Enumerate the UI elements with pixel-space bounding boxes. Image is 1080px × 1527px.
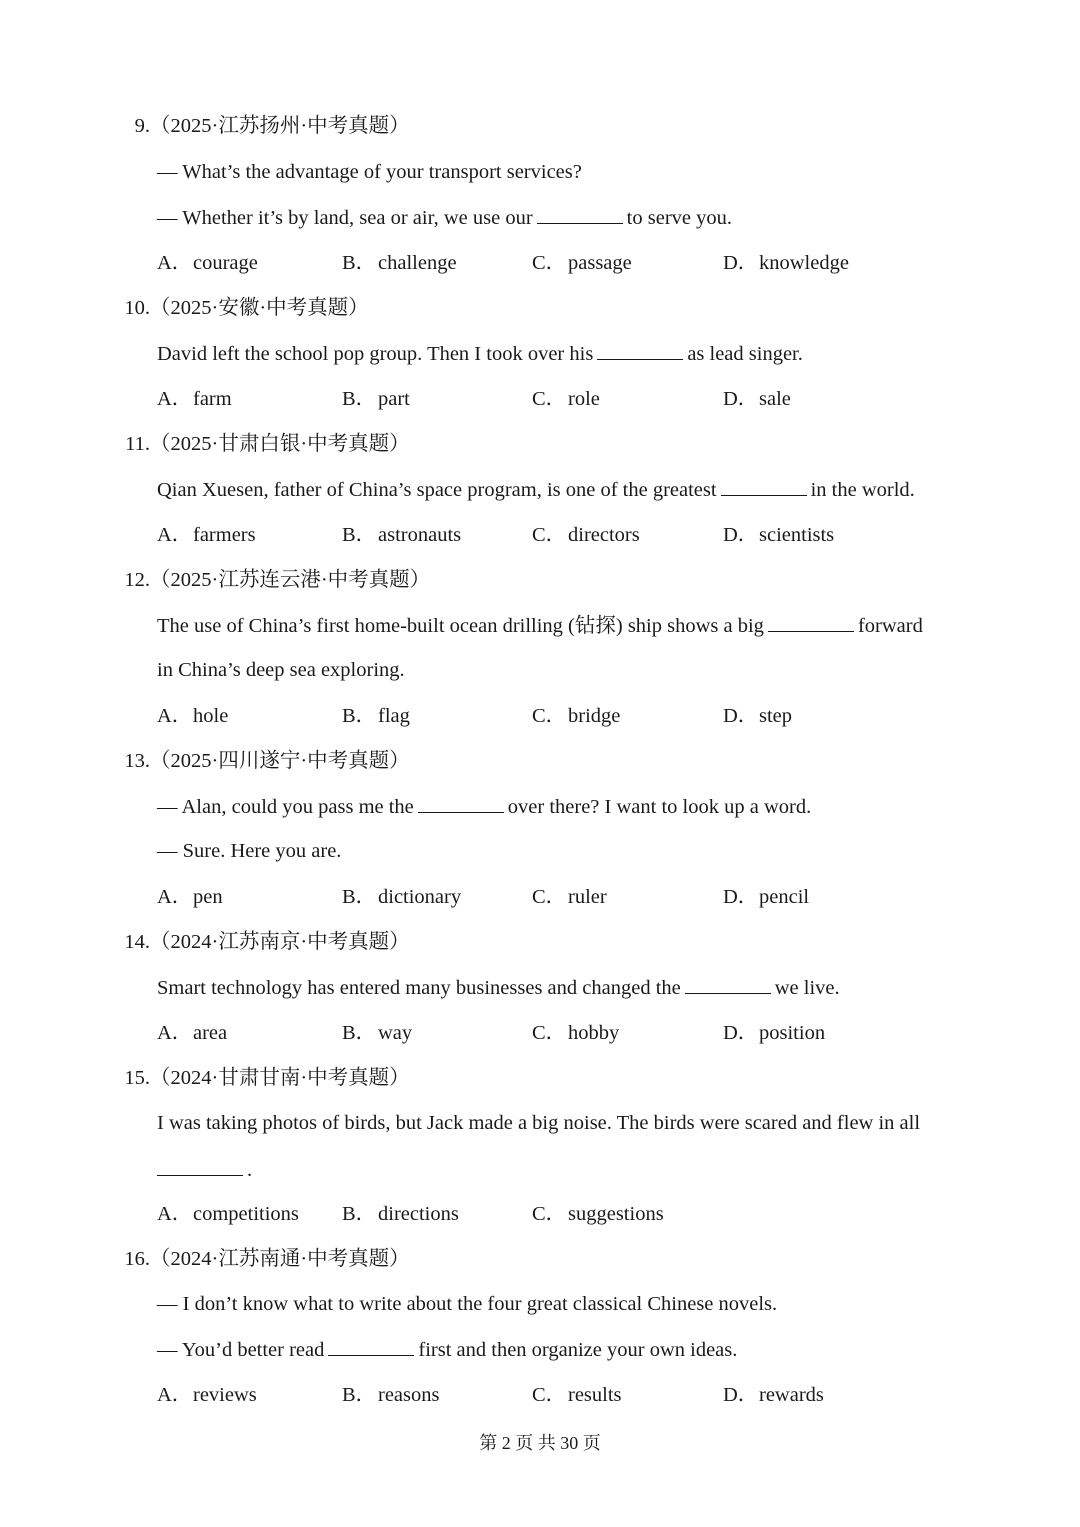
answer-blank — [418, 792, 504, 813]
question-text-segment: forward — [857, 615, 923, 637]
question-number: 9. — [134, 115, 150, 137]
question-text — [157, 339, 803, 368]
option-letter: B． — [342, 524, 377, 546]
question-source: （2025·甘肃白银·中考真题） — [150, 433, 410, 455]
question-number: 12. — [124, 569, 150, 591]
option-letter: D． — [723, 886, 759, 908]
question-text-segment: first and then organize your own ideas. — [418, 1339, 738, 1361]
question-text — [157, 1155, 252, 1184]
option-text: suggestions — [568, 1203, 664, 1225]
option-letter: A． — [157, 1022, 193, 1044]
option-letter: B． — [342, 252, 377, 274]
option-b[interactable] — [342, 883, 461, 911]
answer-blank — [537, 203, 623, 224]
option-a[interactable] — [157, 521, 256, 549]
question-text-segment: The use of China’s first home-built ocean drilling (钻探) ship shows a big — [157, 615, 764, 637]
option-text: farm — [193, 388, 232, 410]
option-text: farmers — [193, 524, 256, 546]
option-a[interactable] — [157, 249, 258, 277]
option-letter: C． — [532, 1384, 567, 1406]
option-text: directors — [568, 524, 640, 546]
question-text-segment: — What’s the advantage of your transport services? — [157, 161, 582, 183]
question-text-segment: we live. — [774, 977, 840, 999]
option-letter: B． — [342, 886, 377, 908]
option-c[interactable] — [532, 1200, 664, 1228]
option-c[interactable] — [532, 883, 607, 911]
option-text: dictionary — [378, 886, 462, 908]
question-number: 15. — [124, 1067, 150, 1089]
question-text-segment: — I don’t know what to write about the four great classical Chinese novels. — [157, 1293, 778, 1315]
option-text: area — [193, 1022, 228, 1044]
option-a[interactable] — [157, 1381, 257, 1409]
question-text — [157, 475, 915, 504]
question-header — [114, 1064, 410, 1092]
option-d[interactable] — [723, 385, 791, 413]
option-a[interactable] — [157, 1200, 299, 1228]
page-footer: 第 2 页 共 30 页 — [479, 1433, 601, 1453]
option-text: way — [378, 1022, 413, 1044]
option-d[interactable] — [723, 702, 792, 730]
option-text: bridge — [568, 705, 621, 727]
option-letter: D． — [723, 705, 759, 727]
option-letter: A． — [157, 1203, 193, 1225]
question-text-segment: David left the school pop group. Then I took over his — [157, 343, 594, 365]
option-text: hobby — [568, 1022, 620, 1044]
question-text — [157, 1290, 777, 1318]
option-text: passage — [568, 252, 632, 274]
option-text: ruler — [568, 886, 607, 908]
question-number: 13. — [124, 750, 150, 772]
option-text: sale — [759, 388, 791, 410]
question-header — [114, 112, 410, 140]
question-source: （2025·江苏扬州·中考真题） — [150, 115, 410, 137]
answer-blank — [721, 475, 807, 496]
option-text: astronauts — [378, 524, 462, 546]
question-header — [114, 430, 410, 458]
question-text — [157, 158, 582, 186]
question-source: （2024·江苏南通·中考真题） — [150, 1248, 410, 1270]
option-letter: A． — [157, 252, 193, 274]
question-text-segment: in the world. — [810, 479, 915, 501]
question-text-segment: — Sure. Here you are. — [157, 840, 342, 862]
option-d[interactable] — [723, 249, 849, 277]
option-letter: B． — [342, 705, 377, 727]
option-d[interactable] — [723, 521, 834, 549]
question-number: 16. — [124, 1248, 150, 1270]
option-letter: D． — [723, 252, 759, 274]
question-text-segment: — You’d better read — [157, 1339, 325, 1361]
option-text: reasons — [378, 1384, 440, 1406]
question-text — [157, 656, 405, 684]
question-number: 14. — [124, 931, 150, 953]
option-text: results — [568, 1384, 622, 1406]
option-c[interactable] — [532, 521, 640, 549]
option-letter: C． — [532, 705, 567, 727]
question-text — [157, 837, 341, 865]
option-letter: A． — [157, 388, 193, 410]
question-header — [114, 1245, 410, 1273]
option-letter: C． — [532, 388, 567, 410]
question-source: （2024·江苏南京·中考真题） — [150, 931, 410, 953]
option-letter: D． — [723, 1384, 759, 1406]
option-letter: C． — [532, 1203, 567, 1225]
question-text-segment: over there? I want to look up a word. — [507, 796, 812, 818]
option-text: competitions — [193, 1203, 299, 1225]
option-b[interactable] — [342, 1019, 412, 1047]
option-letter: C． — [532, 524, 567, 546]
question-text-segment: — Whether it’s by land, sea or air, we use our — [157, 207, 533, 229]
option-b[interactable] — [342, 702, 410, 730]
option-text: step — [759, 705, 793, 727]
option-text: position — [759, 1022, 826, 1044]
option-c[interactable] — [532, 702, 620, 730]
question-text — [157, 973, 840, 1002]
question-source: （2024·甘肃甘南·中考真题） — [150, 1067, 410, 1089]
question-header — [114, 566, 430, 594]
option-letter: C． — [532, 1022, 567, 1044]
question-text-segment: in China’s deep sea exploring. — [157, 659, 405, 681]
question-number: 11. — [125, 433, 150, 455]
option-letter: C． — [532, 252, 567, 274]
option-a[interactable] — [157, 385, 232, 413]
option-letter: D． — [723, 524, 759, 546]
option-d[interactable] — [723, 1019, 825, 1047]
option-text: knowledge — [759, 252, 849, 274]
option-b[interactable] — [342, 1200, 459, 1228]
question-text-segment: I was taking photos of birds, but Jack made a big noise. The birds were scared and flew in all — [157, 1112, 921, 1134]
question-header — [114, 294, 369, 322]
question-text — [157, 1109, 920, 1137]
option-text: hole — [193, 705, 229, 727]
question-header — [114, 928, 410, 956]
option-text: role — [568, 388, 600, 410]
question-text — [157, 792, 811, 821]
question-text — [157, 203, 732, 232]
option-text: part — [378, 388, 410, 410]
question-text — [157, 1335, 737, 1364]
option-letter: A． — [157, 886, 193, 908]
option-a[interactable] — [157, 1019, 227, 1047]
option-a[interactable] — [157, 883, 223, 911]
option-text: challenge — [378, 252, 457, 274]
question-header — [114, 747, 410, 775]
answer-blank — [768, 611, 854, 632]
option-letter: B． — [342, 388, 377, 410]
option-text: courage — [193, 252, 258, 274]
question-text-segment: Qian Xuesen, father of China’s space program, is one of the greatest — [157, 479, 717, 501]
option-text: pen — [193, 886, 223, 908]
option-c[interactable] — [532, 1019, 619, 1047]
option-text: directions — [378, 1203, 459, 1225]
question-source: （2025·四川遂宁·中考真题） — [150, 750, 410, 772]
option-letter: D． — [723, 388, 759, 410]
option-b[interactable] — [342, 1381, 439, 1409]
option-letter: B． — [342, 1384, 377, 1406]
option-b[interactable] — [342, 249, 457, 277]
option-c[interactable] — [532, 385, 600, 413]
option-d[interactable] — [723, 883, 809, 911]
option-b[interactable] — [342, 385, 410, 413]
option-b[interactable] — [342, 521, 461, 549]
option-text: pencil — [759, 886, 810, 908]
option-text: rewards — [759, 1384, 824, 1406]
question-source: （2025·江苏连云港·中考真题） — [150, 569, 431, 591]
question-text-segment: Smart technology has entered many businesses and changed the — [157, 977, 681, 999]
option-text: scientists — [759, 524, 835, 546]
option-text: reviews — [193, 1384, 257, 1406]
question-text — [157, 611, 923, 640]
question-source: （2025·安徽·中考真题） — [150, 297, 369, 319]
option-d[interactable] — [723, 1381, 824, 1409]
option-letter: D． — [723, 1022, 759, 1044]
question-number: 10. — [124, 297, 150, 319]
option-text: flag — [378, 705, 410, 727]
option-c[interactable] — [532, 249, 632, 277]
option-letter: A． — [157, 524, 193, 546]
question-text-segment: to serve you. — [626, 207, 732, 229]
option-a[interactable] — [157, 702, 228, 730]
option-letter: B． — [342, 1022, 377, 1044]
option-letter: B． — [342, 1203, 377, 1225]
option-letter: A． — [157, 705, 193, 727]
question-text-segment: as lead singer. — [687, 343, 803, 365]
answer-blank — [685, 973, 771, 994]
option-c[interactable] — [532, 1381, 622, 1409]
answer-blank — [597, 339, 683, 360]
answer-blank — [328, 1335, 414, 1356]
question-text-segment: — Alan, could you pass me the — [157, 796, 414, 818]
option-letter: C． — [532, 886, 567, 908]
answer-blank — [157, 1155, 243, 1176]
option-letter: A． — [157, 1384, 193, 1406]
question-text-segment: . — [247, 1159, 253, 1181]
